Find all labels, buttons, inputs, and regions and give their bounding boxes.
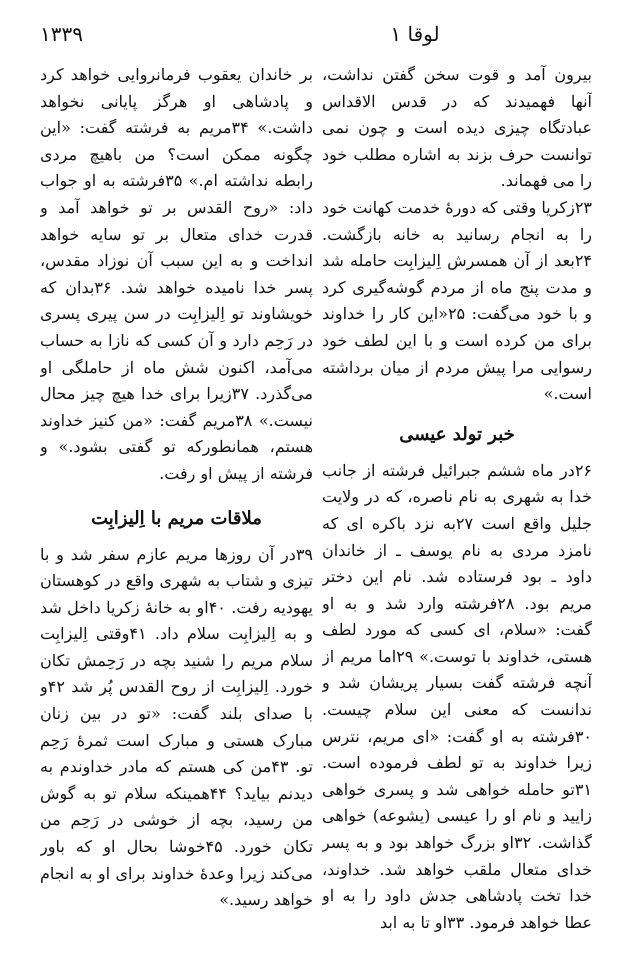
page-header <box>40 22 592 52</box>
paragraph-verses-39-45: ۳۹در آن روزها مریم عازم سفر شد و با تیزی و شتاب به شهری واقع در کوهستان یهودیه رفت. ۴۰او به خانهٔ زکریا داخل شد و به اِلیزابِت سلام داد. ۴۱وقتی اِلیزابِت سلام مریم را شنید بچه در رَحِمش تکان خورد. اِلیزابِت از روح القدس پُر شد ۴۲و با صدای بلند گفت: «تو در بین زنان مبارک هستی و مبارک است ثمرهٔ رَحِم تو. ۴۳من کی هستم که مادر خداوندم به دیدنم بیاید؟ ۴۴همینکه سلام تو به گوش من رسید، بچه از خوشی در رَحِم من تکان خورد. ۴۵خوشا بحال او که باور می‌کند زیرا وعدهٔ خداوند برای او به انجام خواهد رسید.» <box>40 544 313 910</box>
left-column <box>40 62 313 947</box>
chapter-title: لوقا ۱ <box>390 22 440 46</box>
page-number: ۱۳۳۹ <box>40 22 83 46</box>
paragraph-verses-22: بیرون آمد و قوت سخن گفتن نداشت، آنها فهمیدند که در قدس الاقداس عبادتگاه چیزی دیده است و چون نمی توانست حرف بزند به اشاره مطلب خود را می فهماند. <box>322 65 592 191</box>
paragraph-verses-23-25: ۲۳زکریا وقتی که دورهٔ خدمت کهانت خود را به انجام رسانید به خانه بازگشت. ۲۴بعد از آن همسرش اِلیزابِت حامله شد و مدت پنج ماه از مردم گوشه‌گیری کرد و با خود می‌گفت: ۲۵«این کار را خداوند برای من کرده است و با این لطف خود رسوایی مرا پیش مردم از میان برداشته است.» <box>322 197 592 404</box>
section-heading-birth-of-jesus: خبر تولد عیسی <box>399 423 515 445</box>
right-column <box>322 62 592 947</box>
section-heading-mary-visits-elizabeth: ملاقات مریم با اِلیزابِت <box>91 507 262 529</box>
paragraph-verses-26-33: ۲۶در ماه ششم جبرائیل فرشته از جانب خدا به شهری به نام ناصره، که در ولایت جلیل واقع است ۲۷به نزد باکره ای که نامزد مردی به نام یوسف ـ از خاندان داود ـ بود فرستاده شد. نام این دختر مریم بود. ۲۸فرشته وارد شد و به او گفت: «سلام، ای کسی که مورد لطف هستی، خداوند با توست.» ۲۹اما مریم از آنچه فرشته گفت بسیار پریشان شد و ندانست که معنی این سلام چیست. ۳۰فرشته به او گفت: «ای مریم، نترس زیرا خداوند به تو لطف فرموده است. ۳۱تو حامله خواهی شد و پسری خواهی زایید و نام او را عیسی (یشوعه) خواهی گذاشت. ۳۲او بزرگ خواهد بود و به پسر خدای متعال ملقب خواهد شد. خداوند، خدا تخت پادشاهی جدش داود را به او عطا خواهد فرمود. ۳۳او تا به ابد <box>322 460 592 932</box>
paragraph-verses-33-38: بر خاندان یعقوب فرمانروایی خواهد کرد و پادشاهی او هرگز پایانی نخواهد داشت.» ۳۴مریم به فرشته گفت: «این چگونه ممکن است؟ من باهیچ مردی رابطه نداشته ام.» ۳۵فرشته به او جواب داد: «روح القدس بر تو خواهد آمد و قدرت خدای متعال بر تو سایه خواهد انداخت و به این سبب آن نوزاد مقدس، پسر خدا نامیده خواهد شد. ۳۶بدان که خویشاوند تو اِلیزابِت در سن پیری پسری در رَحِم دارد و آن کسی که نازا به حساب می‌آمد، اکنون شش ماه از حاملگی او می‌گذرد. ۳۷زیرا برای خدا هیچ چیز محال نیست.» ۳۸مریم گفت: «من کنیز خداوند هستم، همانطورکه تو گفتی بشود.» و فرشته از پیش او رفت. <box>40 65 313 483</box>
